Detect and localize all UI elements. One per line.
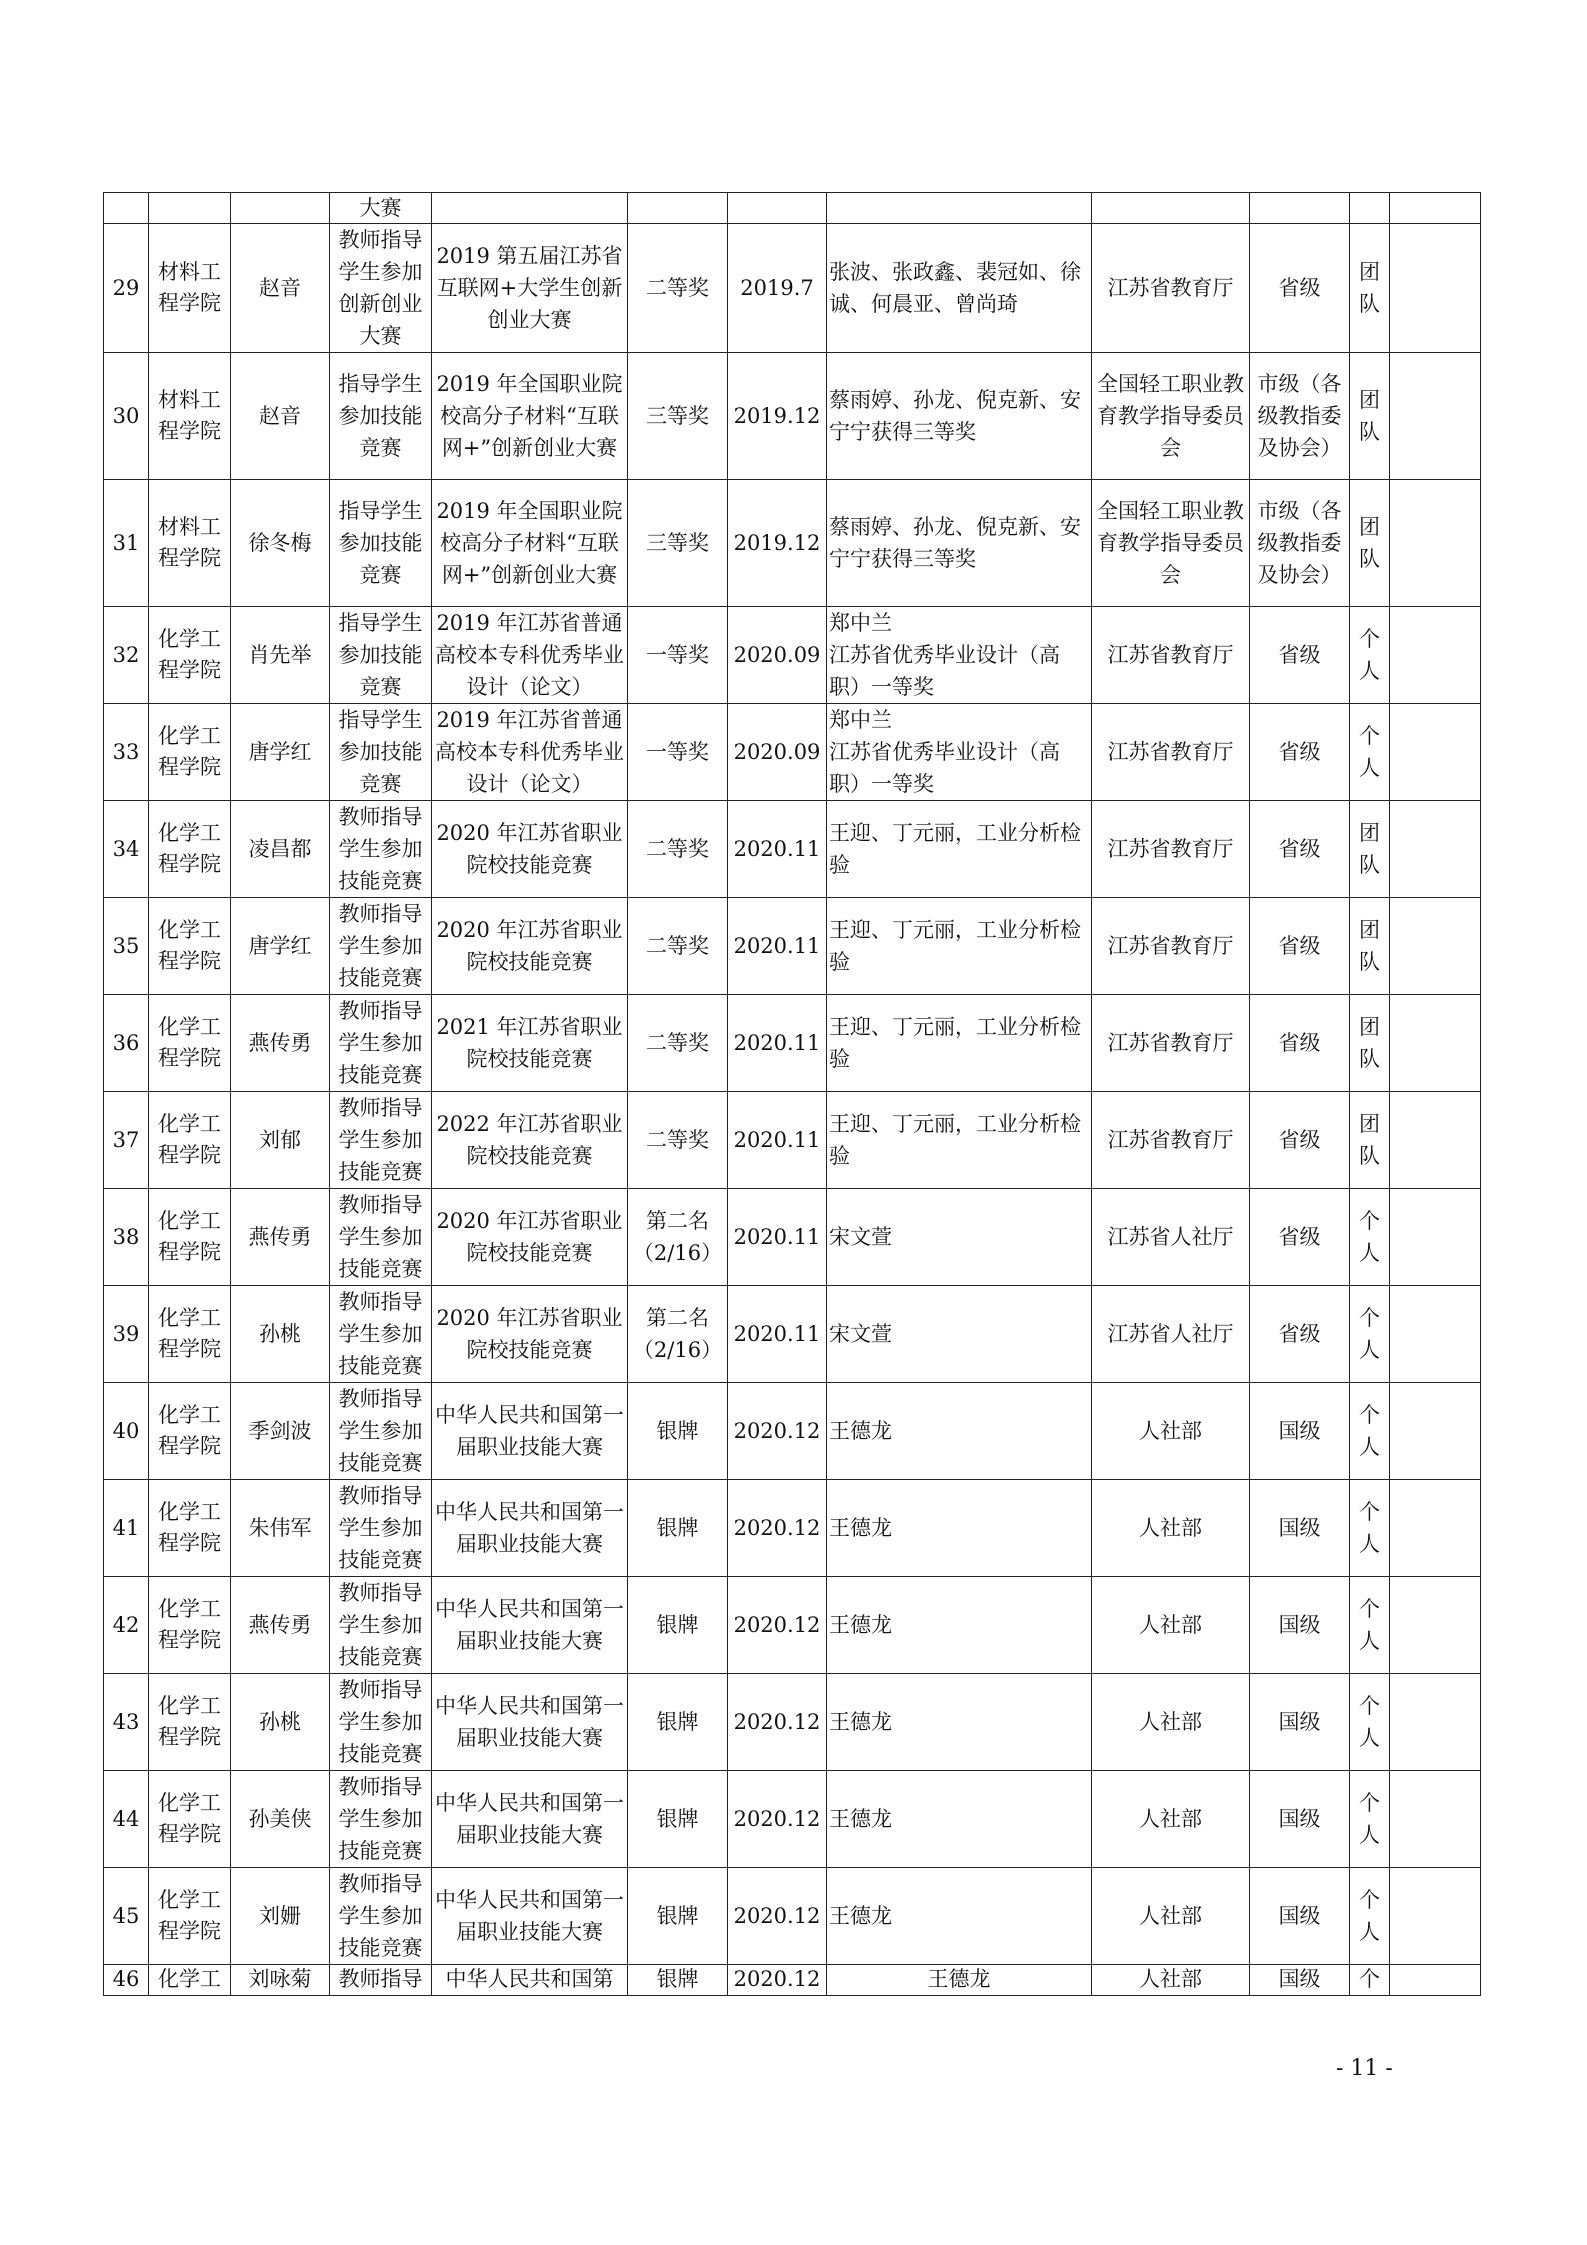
- cell-index: 37: [104, 1092, 149, 1189]
- cell-issuer: 全国轻工职业教育教学指导委员会: [1092, 480, 1250, 607]
- cell-issuer: 人社部: [1092, 1577, 1250, 1674]
- cell-date: 2020.11: [728, 801, 827, 898]
- cell-note: [1390, 1383, 1481, 1480]
- cell-category: 教师指导学生参加技能竞赛: [330, 1383, 432, 1480]
- table-row: [104, 224, 1481, 353]
- cell-students: 王德龙: [827, 1383, 1092, 1480]
- cell-category: 教师指导学生参加技能竞赛: [330, 1286, 432, 1383]
- cell-award: 一等奖: [628, 704, 728, 801]
- cell-issuer: 江苏省人社厅: [1092, 1286, 1250, 1383]
- cell-type: 个人: [1350, 1577, 1390, 1674]
- cell-competition: 中华人民共和国第一届职业技能大赛: [432, 1480, 628, 1577]
- cell-level: 省级: [1250, 1286, 1350, 1383]
- cell-award: 二等奖: [628, 1092, 728, 1189]
- cell-department: 化学工程学院: [149, 1674, 231, 1771]
- cell-category: 教师指导学生参加技能竞赛: [330, 1480, 432, 1577]
- cell-students: 张波、张政鑫、裴冠如、徐诚、何晨亚、曾尚琦: [827, 224, 1092, 353]
- cell-date: 2020.12: [728, 1868, 827, 1965]
- cell-category: 教师指导学生参加技能竞赛: [330, 1674, 432, 1771]
- cell-issuer: 人社部: [1092, 1383, 1250, 1480]
- cell-category: 指导学生参加技能竞赛: [330, 607, 432, 704]
- award-table: [103, 192, 1481, 1996]
- cell-level: 省级: [1250, 607, 1350, 704]
- cell-index: 38: [104, 1189, 149, 1286]
- cell-index: 30: [104, 353, 149, 480]
- cell-award: 二等奖: [628, 801, 728, 898]
- cell-index: 41: [104, 1480, 149, 1577]
- cell-note: [1390, 995, 1481, 1092]
- cell-category: 教师指导学生参加技能竞赛: [330, 1868, 432, 1965]
- cell-index: 29: [104, 224, 149, 353]
- cell-issuer: 江苏省教育厅: [1092, 801, 1250, 898]
- table-row: [104, 1286, 1481, 1383]
- cell-index: 34: [104, 801, 149, 898]
- cell-department: 化学工程学院: [149, 1286, 231, 1383]
- cell-issuer: 江苏省教育厅: [1092, 224, 1250, 353]
- cell-date: 2020.11: [728, 995, 827, 1092]
- cell-students: 王德龙: [827, 1577, 1092, 1674]
- cell-category: 指导学生参加技能竞赛: [330, 353, 432, 480]
- table-row: [104, 1674, 1481, 1771]
- cell-competition: 2019 年全国职业院校高分子材料“互联网+”创新创业大赛: [432, 480, 628, 607]
- cell-teacher: 刘咏菊: [231, 1965, 330, 1996]
- cell-note: [1390, 1092, 1481, 1189]
- table-row: [104, 607, 1481, 704]
- cell-level: 省级: [1250, 801, 1350, 898]
- cell-students: 王迎、丁元丽，工业分析检验: [827, 1092, 1092, 1189]
- cell-note: [1390, 1189, 1481, 1286]
- cell-teacher: 季剑波: [231, 1383, 330, 1480]
- page-number: - 11 -: [1336, 2056, 1393, 2081]
- cell-department: 化学工程学院: [149, 898, 231, 995]
- cell-issuer: 人社部: [1092, 1771, 1250, 1868]
- cell-type: 个人: [1350, 704, 1390, 801]
- cell-type: 个人: [1350, 1189, 1390, 1286]
- cell-date: 2020.12: [728, 1674, 827, 1771]
- cell-note: [1390, 801, 1481, 898]
- cell-category: 教师指导学生参加技能竞赛: [330, 995, 432, 1092]
- cell-index: 39: [104, 1286, 149, 1383]
- cell-level: 省级: [1250, 898, 1350, 995]
- cell-department: 材料工程学院: [149, 353, 231, 480]
- cell-students: 王德龙: [827, 1674, 1092, 1771]
- cell-category: 教师指导学生参加技能竞赛: [330, 898, 432, 995]
- cell-teacher: 唐学红: [231, 704, 330, 801]
- cell-note: [1390, 1674, 1481, 1771]
- cell-type: 团队: [1350, 224, 1390, 353]
- cell-teacher: 朱伟军: [231, 1480, 330, 1577]
- cell-students: 王迎、丁元丽，工业分析检验: [827, 898, 1092, 995]
- cell-note: [1390, 1286, 1481, 1383]
- cell-department: 化学工程学院: [149, 1092, 231, 1189]
- cell-empty: [827, 193, 1092, 224]
- cell-level: 国级: [1250, 1674, 1350, 1771]
- cell-teacher: 赵音: [231, 224, 330, 353]
- cell-students: 王迎、丁元丽，工业分析检验: [827, 995, 1092, 1092]
- cell-date: 2020.12: [728, 1771, 827, 1868]
- table-row: [104, 898, 1481, 995]
- table-row: [104, 1383, 1481, 1480]
- cell-level: 省级: [1250, 704, 1350, 801]
- cell-award: 第二名（2/16）: [628, 1286, 728, 1383]
- cell-competition: 2019 年江苏省普通高校本专科优秀毕业设计（论文）: [432, 607, 628, 704]
- table-row: [104, 353, 1481, 480]
- cell-competition: 2020 年江苏省职业院校技能竞赛: [432, 801, 628, 898]
- cell-type: 个人: [1350, 1286, 1390, 1383]
- table-row: [104, 480, 1481, 607]
- cell-note: [1390, 353, 1481, 480]
- cell-date: 2020.11: [728, 898, 827, 995]
- cell-department: 材料工程学院: [149, 480, 231, 607]
- cell-note: [1390, 480, 1481, 607]
- cell-teacher: 刘姗: [231, 1868, 330, 1965]
- cell-date: 2020.09: [728, 607, 827, 704]
- cell-note: [1390, 224, 1481, 353]
- cell-category: 教师指导学生参加技能竞赛: [330, 1771, 432, 1868]
- cell-teacher: 肖先举: [231, 607, 330, 704]
- cell-issuer: 人社部: [1092, 1868, 1250, 1965]
- cell-note: [1390, 1771, 1481, 1868]
- cell-competition: 中华人民共和国第: [432, 1965, 628, 1996]
- cell-teacher: 燕传勇: [231, 995, 330, 1092]
- cell-level: 国级: [1250, 1965, 1350, 1996]
- cell-competition: 2022 年江苏省职业院校技能竞赛: [432, 1092, 628, 1189]
- cell-empty: [728, 193, 827, 224]
- cell-issuer: 江苏省教育厅: [1092, 995, 1250, 1092]
- cell-teacher: 燕传勇: [231, 1189, 330, 1286]
- cell-empty: [1390, 193, 1481, 224]
- table-row: [104, 1480, 1481, 1577]
- cell-type: 个人: [1350, 1480, 1390, 1577]
- cell-teacher: 刘郁: [231, 1092, 330, 1189]
- cell-date: 2020.12: [728, 1480, 827, 1577]
- cell-award: 银牌: [628, 1674, 728, 1771]
- cell-type: 个人: [1350, 1383, 1390, 1480]
- cell-category: 教师指导学生参加技能竞赛: [330, 801, 432, 898]
- cell-type: 团队: [1350, 801, 1390, 898]
- cell-competition: 2019 第五届江苏省互联网+大学生创新创业大赛: [432, 224, 628, 353]
- cell-empty: [231, 193, 330, 224]
- cell-teacher: 唐学红: [231, 898, 330, 995]
- cell-type: 团队: [1350, 898, 1390, 995]
- cell-date: 2020.11: [728, 1286, 827, 1383]
- cell-award: 银牌: [628, 1577, 728, 1674]
- cell-students: 宋文萱: [827, 1286, 1092, 1383]
- cell-category: 大赛: [330, 193, 432, 224]
- cell-students: 蔡雨婷、孙龙、倪克新、安宁宁获得三等奖: [827, 353, 1092, 480]
- cell-category: 教师指导学生参加技能竞赛: [330, 1189, 432, 1286]
- cell-department: 化学工程学院: [149, 1189, 231, 1286]
- cell-type: 团队: [1350, 1092, 1390, 1189]
- cell-department: 化学工: [149, 1965, 231, 1996]
- cell-department: 化学工程学院: [149, 801, 231, 898]
- cell-date: 2019.7: [728, 224, 827, 353]
- cell-department: 化学工程学院: [149, 704, 231, 801]
- cell-award: 三等奖: [628, 480, 728, 607]
- cell-teacher: 徐冬梅: [231, 480, 330, 607]
- cell-category: 指导学生参加技能竞赛: [330, 704, 432, 801]
- cell-students: 王德龙: [827, 1480, 1092, 1577]
- cell-award: 银牌: [628, 1480, 728, 1577]
- cell-teacher: 孙美侠: [231, 1771, 330, 1868]
- cell-award: 银牌: [628, 1383, 728, 1480]
- cell-department: 化学工程学院: [149, 1771, 231, 1868]
- cell-index: 31: [104, 480, 149, 607]
- cell-note: [1390, 898, 1481, 995]
- cell-teacher: 燕传勇: [231, 1577, 330, 1674]
- cell-empty: [104, 193, 149, 224]
- cell-level: 省级: [1250, 1092, 1350, 1189]
- cell-competition: 2019 年全国职业院校高分子材料“互联网+”创新创业大赛: [432, 353, 628, 480]
- cell-issuer: 人社部: [1092, 1965, 1250, 1996]
- cell-date: 2020.12: [728, 1965, 827, 1996]
- cell-category: 教师指导学生参加技能竞赛: [330, 1092, 432, 1189]
- cell-category: 教师指导学生参加技能竞赛: [330, 1577, 432, 1674]
- cell-category: 教师指导学生参加创新创业大赛: [330, 224, 432, 353]
- cell-competition: 2021 年江苏省职业院校技能竞赛: [432, 995, 628, 1092]
- cell-teacher: 孙桃: [231, 1286, 330, 1383]
- cell-index: 32: [104, 607, 149, 704]
- cell-level: 国级: [1250, 1577, 1350, 1674]
- cell-index: 36: [104, 995, 149, 1092]
- cell-empty: [628, 193, 728, 224]
- cell-award: 银牌: [628, 1965, 728, 1996]
- cell-teacher: 赵音: [231, 353, 330, 480]
- cell-index: 33: [104, 704, 149, 801]
- cell-type: 个人: [1350, 1868, 1390, 1965]
- table-row: [104, 1189, 1481, 1286]
- cell-issuer: 江苏省教育厅: [1092, 1092, 1250, 1189]
- cell-competition: 2020 年江苏省职业院校技能竞赛: [432, 1189, 628, 1286]
- cell-empty: [432, 193, 628, 224]
- cell-students: 王德龙: [827, 1771, 1092, 1868]
- cell-students: 王德龙: [827, 1868, 1092, 1965]
- cell-type: 个人: [1350, 607, 1390, 704]
- cell-type: 团队: [1350, 480, 1390, 607]
- cell-award: 银牌: [628, 1771, 728, 1868]
- cell-date: 2020.11: [728, 1189, 827, 1286]
- cell-date: 2020.09: [728, 704, 827, 801]
- table-row: [104, 995, 1481, 1092]
- cell-index: 44: [104, 1771, 149, 1868]
- cell-empty: [1092, 193, 1250, 224]
- cell-department: 材料工程学院: [149, 224, 231, 353]
- cell-students: 王迎、丁元丽，工业分析检验: [827, 801, 1092, 898]
- cell-date: 2019.12: [728, 353, 827, 480]
- cell-competition: 中华人民共和国第一届职业技能大赛: [432, 1577, 628, 1674]
- cell-issuer: 全国轻工职业教育教学指导委员会: [1092, 353, 1250, 480]
- cell-note: [1390, 704, 1481, 801]
- cell-competition: 2020 年江苏省职业院校技能竞赛: [432, 898, 628, 995]
- table-row: [104, 1771, 1481, 1868]
- cell-date: 2020.11: [728, 1092, 827, 1189]
- table-row-continued: [104, 193, 1481, 224]
- cell-level: 国级: [1250, 1383, 1350, 1480]
- cell-empty: [149, 193, 231, 224]
- table-row: [104, 1868, 1481, 1965]
- cell-index: 45: [104, 1868, 149, 1965]
- table-row: [104, 704, 1481, 801]
- cell-index: 40: [104, 1383, 149, 1480]
- cell-type: 团队: [1350, 995, 1390, 1092]
- cell-competition: 2020 年江苏省职业院校技能竞赛: [432, 1286, 628, 1383]
- table-row: [104, 1092, 1481, 1189]
- cell-level: 市级（各级教指委及协会）: [1250, 480, 1350, 607]
- cell-note: [1390, 1480, 1481, 1577]
- cell-note: [1390, 1868, 1481, 1965]
- cell-type: 个: [1350, 1965, 1390, 1996]
- cell-award: 银牌: [628, 1868, 728, 1965]
- cell-students: 郑中兰 江苏省优秀毕业设计（高职）一等奖: [827, 607, 1092, 704]
- cell-issuer: 人社部: [1092, 1674, 1250, 1771]
- cell-type: 个人: [1350, 1674, 1390, 1771]
- cell-level: 国级: [1250, 1771, 1350, 1868]
- cell-note: [1390, 1965, 1481, 1996]
- cell-teacher: 凌昌都: [231, 801, 330, 898]
- cell-level: 省级: [1250, 224, 1350, 353]
- cell-teacher: 孙桃: [231, 1674, 330, 1771]
- cell-competition: 中华人民共和国第一届职业技能大赛: [432, 1674, 628, 1771]
- cell-department: 化学工程学院: [149, 1480, 231, 1577]
- cell-students: 郑中兰 江苏省优秀毕业设计（高职）一等奖: [827, 704, 1092, 801]
- cell-date: 2020.12: [728, 1383, 827, 1480]
- cell-level: 省级: [1250, 995, 1350, 1092]
- cell-competition: 中华人民共和国第一届职业技能大赛: [432, 1771, 628, 1868]
- cell-type: 团队: [1350, 353, 1390, 480]
- cell-category: 教师指导: [330, 1965, 432, 1996]
- cell-date: 2020.12: [728, 1577, 827, 1674]
- cell-students: 宋文萱: [827, 1189, 1092, 1286]
- cell-note: [1390, 1577, 1481, 1674]
- cell-issuer: 江苏省教育厅: [1092, 607, 1250, 704]
- cell-index: 35: [104, 898, 149, 995]
- cell-level: 省级: [1250, 1189, 1350, 1286]
- cell-award: 二等奖: [628, 995, 728, 1092]
- cell-note: [1390, 607, 1481, 704]
- cell-issuer: 江苏省教育厅: [1092, 704, 1250, 801]
- cell-competition: 中华人民共和国第一届职业技能大赛: [432, 1868, 628, 1965]
- cell-department: 化学工程学院: [149, 995, 231, 1092]
- cell-issuer: 人社部: [1092, 1480, 1250, 1577]
- cell-issuer: 江苏省人社厅: [1092, 1189, 1250, 1286]
- table-row-partial: [104, 1965, 1481, 1996]
- cell-award: 三等奖: [628, 353, 728, 480]
- cell-empty: [1250, 193, 1350, 224]
- cell-index: 43: [104, 1674, 149, 1771]
- cell-students: 王德龙: [827, 1965, 1092, 1996]
- cell-issuer: 江苏省教育厅: [1092, 898, 1250, 995]
- cell-award: 二等奖: [628, 224, 728, 353]
- cell-competition: 2019 年江苏省普通高校本专科优秀毕业设计（论文）: [432, 704, 628, 801]
- cell-award: 第二名（2/16）: [628, 1189, 728, 1286]
- cell-department: 化学工程学院: [149, 1383, 231, 1480]
- cell-empty: [1350, 193, 1390, 224]
- cell-index: 42: [104, 1577, 149, 1674]
- cell-department: 化学工程学院: [149, 607, 231, 704]
- cell-type: 个人: [1350, 1771, 1390, 1868]
- cell-category: 指导学生参加技能竞赛: [330, 480, 432, 607]
- cell-department: 化学工程学院: [149, 1868, 231, 1965]
- cell-students: 蔡雨婷、孙龙、倪克新、安宁宁获得三等奖: [827, 480, 1092, 607]
- table-row: [104, 801, 1481, 898]
- cell-level: 国级: [1250, 1868, 1350, 1965]
- cell-award: 一等奖: [628, 607, 728, 704]
- cell-competition: 中华人民共和国第一届职业技能大赛: [432, 1383, 628, 1480]
- table-row: [104, 1577, 1481, 1674]
- cell-department: 化学工程学院: [149, 1577, 231, 1674]
- cell-level: 市级（各级教指委及协会）: [1250, 353, 1350, 480]
- cell-level: 国级: [1250, 1480, 1350, 1577]
- cell-date: 2019.12: [728, 480, 827, 607]
- cell-index: 46: [104, 1965, 149, 1996]
- cell-award: 二等奖: [628, 898, 728, 995]
